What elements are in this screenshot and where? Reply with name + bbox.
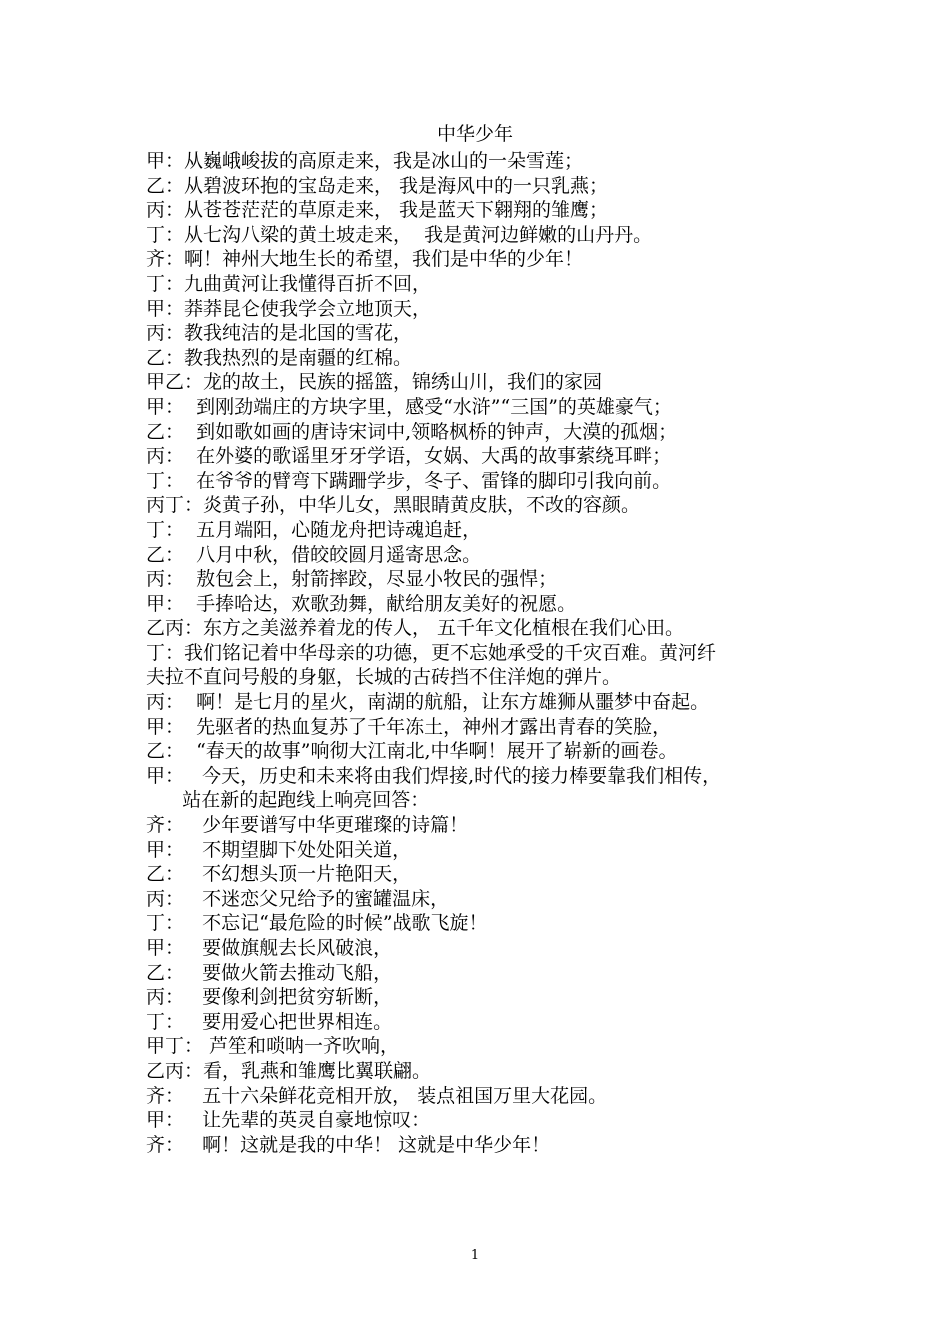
poem-line [146, 174, 826, 199]
poem-line-text: 甲：从巍峨峻拔的高原走来，我是冰山的一朵雪莲； [146, 150, 584, 172]
poem-line [146, 838, 826, 863]
poem-line [146, 936, 826, 961]
poem-body [146, 149, 826, 1157]
poem-line [146, 764, 826, 789]
poem-line-text: 甲丁： 芦笙和唢呐一齐吹响， [146, 1035, 400, 1058]
poem-line-text: 乙： 不幻想头顶一片艳阳天， [146, 863, 412, 886]
poem-line [146, 321, 826, 346]
poem-line-text: 甲： 让先辈的英灵自豪地惊叹： [146, 1109, 431, 1132]
poem-line-text: 齐： 啊！这就是我的中华！ 这就是中华少年！ [146, 1133, 551, 1156]
poem-line [146, 420, 826, 445]
poem-line [146, 1010, 826, 1035]
poem-line [146, 1034, 826, 1059]
poem-line-text: 丙： 要像利剑把贫穷斩断， [146, 986, 393, 1009]
poem-line-text: 齐：啊！神州大地生长的希望，我们是中华的少年！ [146, 248, 584, 271]
poem-line-text: 甲：莽莽昆仑使我学会立地顶天， [146, 297, 432, 320]
poem-line [146, 395, 826, 420]
poem-line-text: 丁：我们铭记着中华母亲的功德，更不忘她承受的千灾百难。黄河纤 [146, 641, 717, 664]
poem-line-text: 齐： 少年要谱写中华更璀璨的诗篇！ [146, 814, 469, 837]
poem-line-text: 乙丙：东方之美滋养着龙的传人， 五千年文化植根在我们心田。 [146, 617, 685, 640]
poem-line [146, 665, 826, 690]
poem-line-text: 丙： 敖包会上，射箭摔跤，尽显小牧民的强悍； [146, 568, 558, 591]
poem-line [146, 788, 826, 813]
poem-line [146, 444, 826, 469]
poem-line [146, 961, 826, 986]
poem-line-text: 丁： 五月端阳，心随龙舟把诗魂追赶， [146, 518, 482, 541]
poem-line-text: 乙： 到如歌如画的唐诗宋词中,领略枫桥的钟声，大漠的孤烟； [146, 420, 678, 443]
poem-line [146, 370, 826, 395]
poem-line [146, 518, 826, 543]
poem-line-text: 站在新的起跑线上响亮回答： [146, 789, 430, 812]
poem-line [146, 297, 826, 322]
poem-line [146, 862, 826, 887]
poem-line-text: 丁： 在爷爷的臂弯下蹒跚学步，冬子、雷锋的脚印引我向前。 [146, 469, 672, 492]
poem-line [146, 149, 826, 174]
poem-line [146, 223, 826, 248]
poem-line-text: 乙： “春天的故事”响彻大江南北,中华啊！展开了崭新的画卷。 [146, 740, 678, 763]
poem-line-text: 丁： 要用爱心把世界相连。 [146, 1010, 393, 1033]
poem-line [146, 469, 826, 494]
poem-line [146, 272, 826, 297]
poem-line [146, 346, 826, 371]
page-number: 1 [470, 1248, 480, 1263]
poem-line-text: 丙丁：炎黄子孙，中华儿女，黑眼睛黄皮肤，不改的容颜。 [146, 494, 641, 517]
poem-line [146, 616, 826, 641]
poem-line-text: 丙： 不迷恋父兄给予的蜜罐温床， [146, 887, 450, 910]
poem-line-text: 乙： 八月中秋，借皎皎圆月遥寄思念。 [146, 543, 482, 566]
poem-line-text: 乙丙：看，乳燕和雏鹰比翼联翩。 [146, 1059, 432, 1082]
poem-line-text: 甲： 要做旗舰去长风破浪， [146, 937, 393, 959]
poem-line [146, 198, 826, 223]
poem-line-text: 甲： 不期望脚下处处阳关道， [146, 838, 412, 861]
poem-line-text: 丙：从苍苍茫茫的草原走来， 我是蓝天下翱翔的雏鹰； [146, 199, 609, 222]
poem-line-text: 乙： 要做火箭去推动飞船， [146, 961, 393, 984]
poem-line-text: 齐： 五十六朵鲜花竞相开放， 装点祖国万里大花园。 [146, 1084, 608, 1107]
poem-line-text: 甲： 今天，历史和未来将由我们焊接,时代的接力棒要靠我们相传， [146, 764, 722, 787]
poem-line-text: 甲： 先驱者的热血复苏了千年冻土，神州才露出青春的笑脸， [146, 715, 672, 738]
poem-line-text: 乙：从碧波环抱的宝岛走来， 我是海风中的一只乳燕； [146, 174, 609, 197]
poem-line-text: 丁：九曲黄河让我懂得百折不回， [146, 272, 432, 295]
poem-line-text: 丙：教我纯洁的是北国的雪花， [146, 322, 413, 345]
poem-line-text: 甲乙：龙的故土，民族的摇篮，锦绣山川，我们的家园 [146, 371, 603, 394]
poem-line-text: 丙： 在外婆的歌谣里牙牙学语，女娲、大禹的故事萦绕耳畔； [146, 445, 672, 468]
poem-line-text: 乙：教我热烈的是南疆的红棉。 [146, 346, 413, 369]
poem-line-text: 夫拉不直问号般的身躯，长城的古砖挡不住洋炮的弹片。 [146, 666, 622, 689]
poem-line [146, 1059, 826, 1084]
poem-line [146, 715, 826, 740]
poem-line [146, 887, 826, 912]
poem-line [146, 985, 826, 1010]
poem-line [146, 813, 826, 838]
poem-line [146, 247, 826, 272]
poem-line [146, 592, 826, 617]
poem-line-text: 丁：从七沟八梁的黄土坡走来， 我是黄河边鲜嫩的山丹丹。 [146, 223, 653, 246]
poem-line-text: 甲： 到刚劲端庄的方块字里，感受“水浒”“三国”的英雄豪气； [146, 395, 672, 418]
poem-line [146, 739, 826, 764]
poem-line [146, 567, 826, 592]
poem-line [146, 493, 826, 518]
poem-line [146, 641, 826, 666]
poem-line [146, 1108, 826, 1133]
poem-line-text: 甲： 手捧哈达，欢歌劲舞，献给朋友美好的祝愿。 [146, 592, 577, 615]
page-title: 中华少年 [436, 123, 513, 145]
poem-line [146, 543, 826, 568]
poem-line [146, 1084, 826, 1109]
poem-line-text: 丙： 啊！是七月的星火，南湖的航船，让东方雄狮从噩梦中奋起。 [146, 691, 710, 714]
poem-line [146, 690, 826, 715]
poem-line [146, 1133, 826, 1158]
poem-line [146, 911, 826, 936]
poem-line-text: 丁： 不忘记“最危险的时候”战歌飞旋！ [146, 912, 488, 935]
